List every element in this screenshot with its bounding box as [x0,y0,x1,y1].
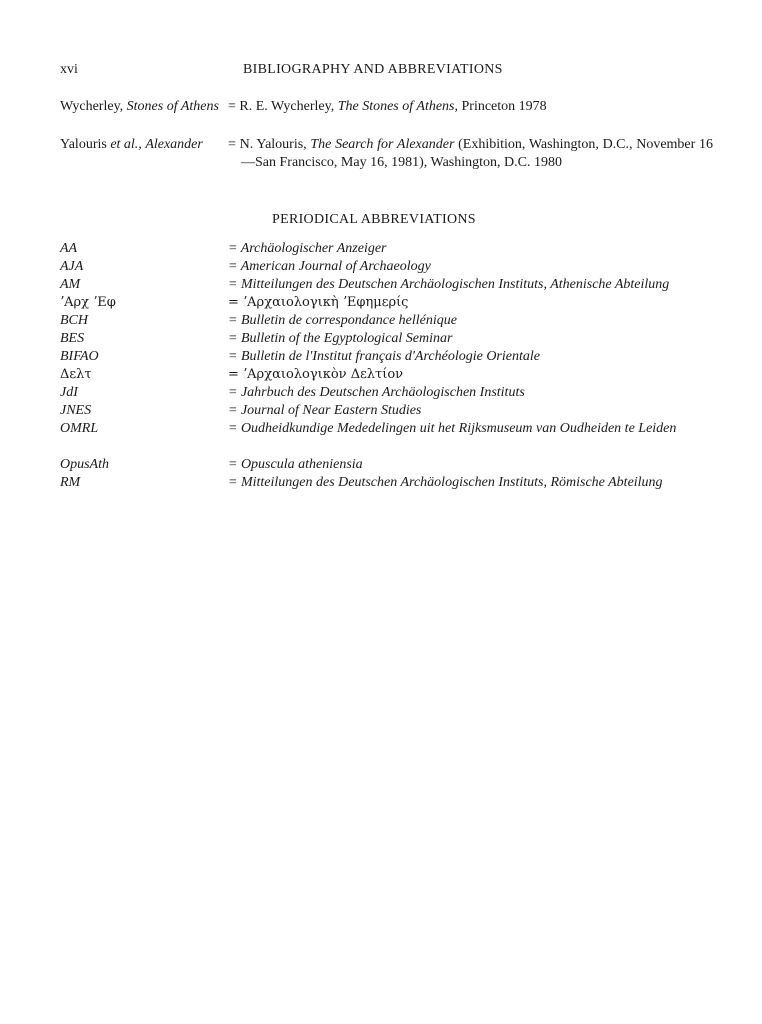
periodical-def: = Mitteilungen des Deutschen Archäologischen Instituts, Athenische Abteilung [228,277,670,292]
periodical-def: = Bulletin de correspondance hellénique [228,313,457,328]
periodical-abbr: BES [60,331,85,346]
entry-abbreviation [60,98,232,116]
periodical-abbr: BCH [60,313,88,328]
bibliography-entry-yalouris [60,136,713,172]
def-title: The Search for Alexander [310,137,455,152]
running-head [60,62,700,82]
periodical-def: = ʼΑρχαιολογικὴ ʼΕφημερίς [228,295,409,310]
periodical-def: = Jahrbuch des Deutschen Archäologischen Instituts [228,385,525,400]
periodical-abbr: AJA [60,259,84,274]
section-title: PERIODICAL ABBREVIATIONS [272,212,476,227]
periodical-abbr: BIFAO [60,349,99,364]
running-head-title: BIBLIOGRAPHY AND ABBREVIATIONS [243,62,503,77]
entry-definition [228,136,713,172]
periodical-def: = Oudheidkundige Mededelingen uit het Rijksmuseum van Oudheiden te Leiden [228,421,677,436]
periodical-abbr: JNES [60,403,92,418]
abbr-author: Yalouris [60,137,107,152]
periodical-def: = Bulletin of the Egyptological Seminar [228,331,453,346]
periodical-def: = Journal of Near Eastern Studies [228,403,422,418]
periodical-def: = Archäologischer Anzeiger [228,241,387,256]
periodical-def: = Mitteilungen des Deutschen Archäologischen Instituts, Römische Abteilung [228,475,663,490]
abbr-short-title: Stones of Athens [126,99,219,114]
bibliography-entry-wycherley [60,98,700,134]
periodical-def: = ʼΑρχαιολογικὸν Δελτίον [228,367,404,382]
periodical-abbr: JdI [60,385,78,400]
page-number: xvi [60,62,78,77]
periodical-abbr: Δελτ [60,367,92,382]
periodical-abbr: OpusAth [60,457,109,472]
abbr-author: Wycherley, [60,99,124,114]
def-text: (Exhibition, Washington, D.C., November 16—San Francisco, May 16, 1981), Washington, D.C. 1980 [241,137,713,170]
periodical-abbr: AA [60,241,78,256]
periodical-abbr: OMRL [60,421,99,436]
entry-definition [228,98,713,116]
periodical-def: = Bulletin de l'Institut français d'Archéologie Orientale [228,349,540,364]
periodical-abbr: AM [60,277,81,292]
def-text: = R. E. Wycherley, [228,99,338,114]
periodical-abbr: RM [60,475,81,490]
abbr-short-title: Alexander [145,137,203,152]
abbr-etal: et al., [110,137,142,152]
def-text: , Princeton 1978 [454,99,547,114]
periodical-def: = Opuscula atheniensia [228,457,363,472]
def-text: = N. Yalouris, [228,137,311,152]
def-title: The Stones of Athens [337,99,455,114]
periodical-abbr: ʼΑρχ ʼΕφ [60,295,116,310]
entry-abbreviation [60,136,232,154]
periodical-def: = American Journal of Archaeology [228,259,431,274]
